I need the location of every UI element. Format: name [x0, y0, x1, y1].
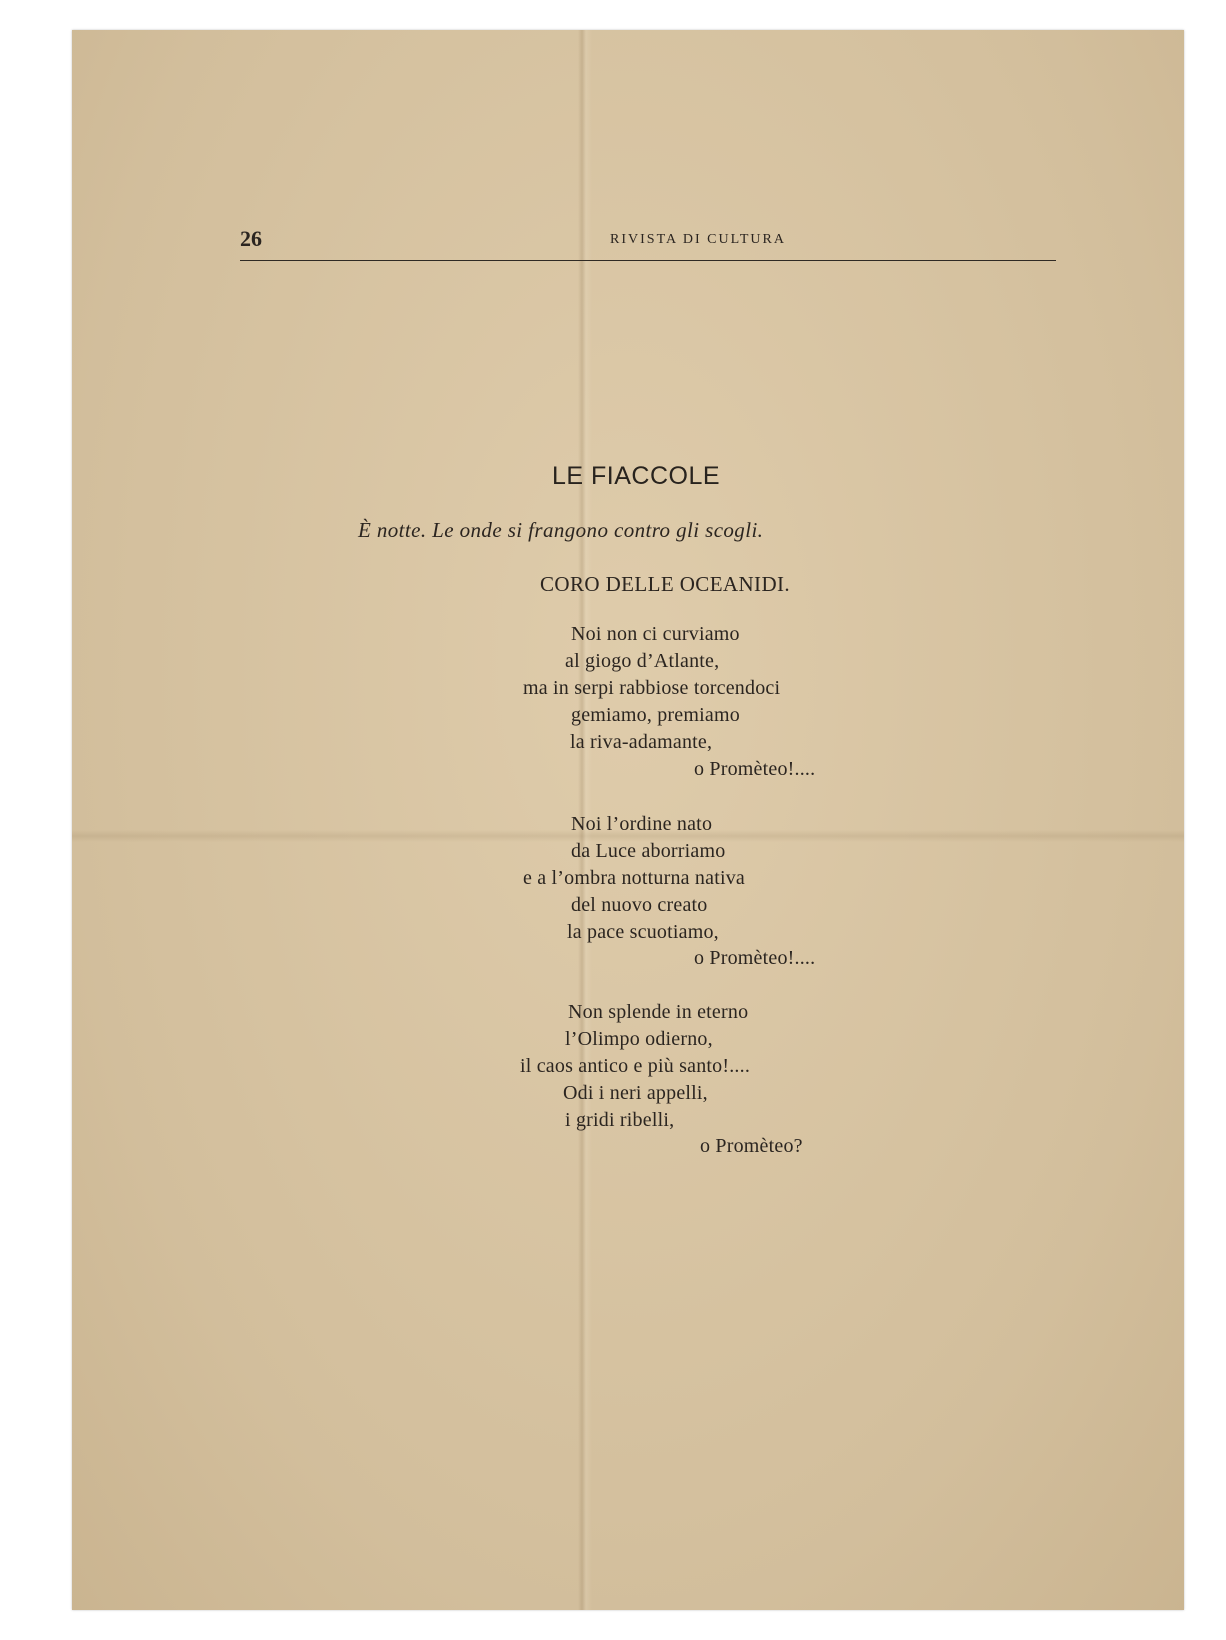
verse-line: Odi i neri appelli, — [563, 1082, 708, 1104]
header-rule — [240, 260, 1056, 261]
journal-title: RIVISTA DI CULTURA — [610, 232, 786, 247]
speaker-heading: CORO DELLE OCEANIDI. — [540, 572, 791, 596]
verse-line: l’Olimpo odierno, — [565, 1028, 713, 1050]
page-number: 26 — [240, 226, 262, 251]
verse-line: i gridi ribelli, — [565, 1109, 675, 1131]
verse-line: Noi l’ordine nato — [571, 813, 713, 835]
verse-line: Noi non ci curviamo — [571, 623, 740, 645]
verse-line: da Luce aborriamo — [571, 840, 726, 862]
poem-title: LE FIACCOLE — [552, 462, 721, 490]
running-head — [240, 218, 1056, 258]
verse-line: Non splende in eterno — [568, 1001, 749, 1023]
verse-line: al giogo d’Atlante, — [565, 650, 720, 672]
verse-line: la pace scuotiamo, — [567, 921, 719, 943]
verse-line: il caos antico e più santo!.... — [520, 1055, 751, 1077]
verse-line: gemiamo, premiamo — [571, 704, 740, 726]
verse-line: del nuovo creato — [571, 894, 708, 916]
verse-line: o Promèteo!.... — [694, 947, 816, 969]
verse-line: o Promèteo!.... — [694, 758, 816, 780]
verse-line: e a l’ombra notturna nativa — [523, 867, 745, 889]
verse-line: o Promèteo? — [700, 1135, 803, 1157]
stage-direction: È notte. Le onde si frangono contro gli scogli. — [358, 518, 764, 542]
verse-line: ma in serpi rabbiose torcendoci — [523, 677, 781, 699]
verse-line: la riva-adamante, — [570, 731, 713, 753]
